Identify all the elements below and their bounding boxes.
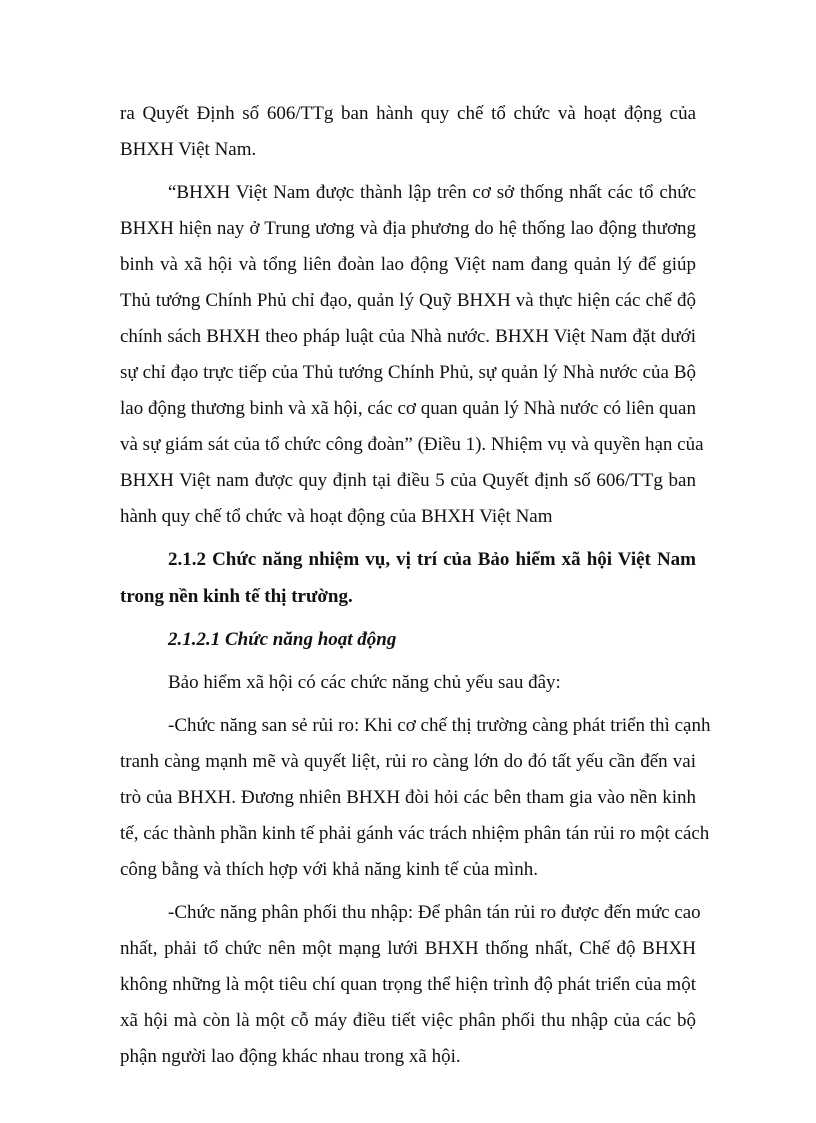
text-line: sự chỉ đạo trực tiếp của Thủ tướng Chính Phủ, sự quản lý Nhà nước của Bộ (120, 362, 696, 383)
subsection-heading: 2.1.2.1 Chức năng hoạt động (168, 629, 397, 650)
text-line: trò của BHXH. Đương nhiên BHXH đòi hỏi các bên tham gia vào nền kinh (120, 787, 696, 808)
text-line: -Chức năng san sẻ rủi ro: Khi cơ chế thị trường càng phát triển thì cạnh (168, 715, 711, 736)
text-line: nhất, phải tổ chức nên một mạng lưới BHXH thống nhất, Chế độ BHXH (120, 938, 696, 959)
text-line: -Chức năng phân phối thu nhập: Để phân tán rủi ro được đến mức cao (168, 902, 701, 923)
text-line: phận người lao động khác nhau trong xã hội. (120, 1046, 461, 1067)
text-line: hành quy chế tổ chức và hoạt động của BHXH Việt Nam (120, 506, 553, 527)
text-line: Bảo hiểm xã hội có các chức năng chủ yếu sau đây: (168, 672, 561, 693)
text-line: BHXH Việt Nam. (120, 139, 257, 160)
text-line: BHXH hiện nay ở Trung ương và địa phương do hệ thống lao động thương (120, 218, 696, 239)
text-line: lao động thương binh và xã hội, các cơ quan quản lý Nhà nước có liên quan (120, 398, 696, 419)
text-line: Thủ tướng Chính Phủ chỉ đạo, quản lý Quỹ BHXH và thực hiện các chế độ (120, 290, 696, 311)
text-line: tế, các thành phần kinh tế phải gánh vác trách nhiệm phân tán rủi ro một cách (120, 823, 710, 844)
text-line: BHXH Việt nam được quy định tại điều 5 của Quyết định số 606/TTg ban (120, 470, 696, 491)
text-line: xã hội mà còn là một cỗ máy điều tiết việc phân phối thu nhập của các bộ (120, 1010, 696, 1031)
text-line: tranh càng mạnh mẽ và quyết liệt, rủi ro càng lớn do đó tất yếu cần đến vai (120, 751, 696, 772)
text-line: và sự giám sát của tổ chức công đoàn” (Điều 1). Nhiệm vụ và quyền hạn của (120, 434, 704, 455)
text-line: binh và xã hội và tổng liên đoàn lao động Việt nam đang quản lý để giúp (120, 254, 696, 275)
text-line: không những là một tiêu chí quan trọng thể hiện trình độ phát triển của một (120, 974, 696, 995)
section-heading: 2.1.2 Chức năng nhiệm vụ, vị trí của Bảo hiểm xã hội Việt Nam (168, 549, 696, 570)
text-line: ra Quyết Định số 606/TTg ban hành quy chế tổ chức và hoạt động của (120, 103, 696, 124)
text-line: “BHXH Việt Nam được thành lập trên cơ sở thống nhất các tổ chức (168, 182, 696, 203)
text-line: công bằng và thích hợp với khả năng kinh tế của mình. (120, 859, 538, 880)
section-heading: trong nền kinh tế thị trường. (120, 586, 353, 607)
text-line: chính sách BHXH theo pháp luật của Nhà nước. BHXH Việt Nam đặt dưới (120, 326, 696, 347)
